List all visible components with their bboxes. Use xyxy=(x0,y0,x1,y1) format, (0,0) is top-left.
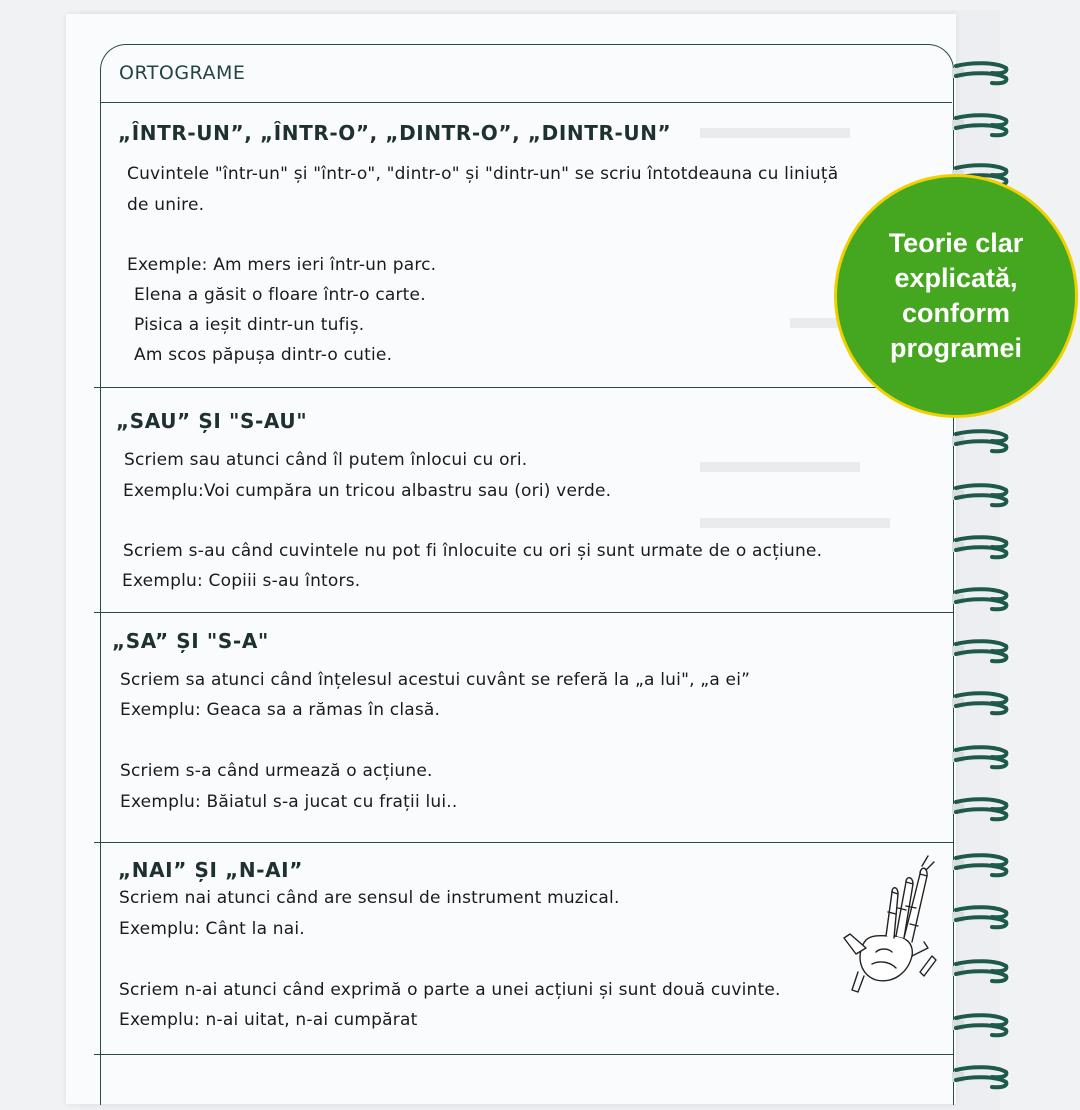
section-divider xyxy=(94,1054,954,1055)
section-divider xyxy=(94,612,954,613)
section-text: Exemplu: n-ai uitat, n-ai cumpărat xyxy=(119,1010,418,1030)
spiral-ring xyxy=(952,690,1010,714)
section-text: Scriem sau atunci când îl putem înlocui cu ori. xyxy=(124,450,528,470)
spiral-ring xyxy=(952,1012,1010,1036)
bagpipe-icon xyxy=(836,852,944,994)
section-text: Cuvintele "într-un" și "într-o", "dintr-o" și "dintr-un" se scriu întotdeauna cu liniuță xyxy=(127,164,839,184)
section-text: Exemplu:Voi cumpăra un tricou albastru sau (ori) verde. xyxy=(123,481,612,501)
section-text: de unire. xyxy=(127,195,205,215)
spiral-ring xyxy=(952,796,1010,820)
section-title: „ÎNTR-UN”, „ÎNTR-O”, „DINTR-O”, „DINTR-UN” xyxy=(118,121,672,145)
spiral-ring xyxy=(952,586,1010,610)
spiral-ring xyxy=(952,638,1010,662)
section-text: Scriem s-au când cuvintele nu pot fi înlocuite cu ori și sunt urmate de o acțiune. xyxy=(123,541,823,561)
section-divider xyxy=(94,842,954,843)
spiral-ring xyxy=(952,60,1010,84)
section-text: Exemplu: Cânt la nai. xyxy=(119,919,305,939)
spiral-ring xyxy=(952,904,1010,928)
section-text: Scriem nai atunci când are sensul de instrument muzical. xyxy=(119,888,620,908)
feature-badge xyxy=(834,174,1078,418)
header-divider xyxy=(100,102,952,103)
section-text: Exemplu: Copiii s-au întors. xyxy=(122,571,361,591)
section-text: Exemplu: Geaca sa a rămas în clasă. xyxy=(120,700,441,720)
section-text: Pisica a ieșit dintr-un tufiș. xyxy=(134,315,365,335)
section-title: „SA” ȘI "S-A" xyxy=(112,629,269,653)
badge-text-line: explicată, xyxy=(894,263,1018,293)
section-text: Exemple: Am mers ieri într-un parc. xyxy=(127,255,437,275)
section-text: Scriem n-ai atunci când exprimă o parte a unei acțiuni și sunt două cuvinte. xyxy=(119,980,781,1000)
spiral-ring xyxy=(952,534,1010,558)
section-text: Exemplu: Băiatul s-a jucat cu frații lui.. xyxy=(120,792,458,812)
section-text: Scriem s-a când urmează o acțiune. xyxy=(120,761,433,781)
spiral-ring xyxy=(952,852,1010,876)
spiral-ring xyxy=(952,482,1010,506)
badge-text-line: programei xyxy=(889,333,1023,363)
badge-text-line: Teorie clar xyxy=(888,228,1024,258)
page-title: ORTOGRAME xyxy=(119,62,246,84)
spiral-ring xyxy=(952,112,1010,136)
spiral-ring xyxy=(952,958,1010,982)
section-text: Elena a găsit o floare într-o carte. xyxy=(134,285,426,305)
section-divider xyxy=(94,387,954,388)
section-text: Am scos păpușa dintr-o cutie. xyxy=(134,345,393,365)
badge-text-line: conform xyxy=(901,298,1010,328)
spiral-ring xyxy=(952,744,1010,768)
section-text: Scriem sa atunci când înțelesul acestui cuvânt se referă la „a lui", „a ei” xyxy=(120,670,751,690)
spiral-ring xyxy=(952,428,1010,452)
spiral-ring xyxy=(952,1064,1010,1088)
section-title: „SAU” ȘI "S-AU" xyxy=(116,409,308,433)
section-title: „NAI” ȘI „N-AI” xyxy=(118,858,303,882)
